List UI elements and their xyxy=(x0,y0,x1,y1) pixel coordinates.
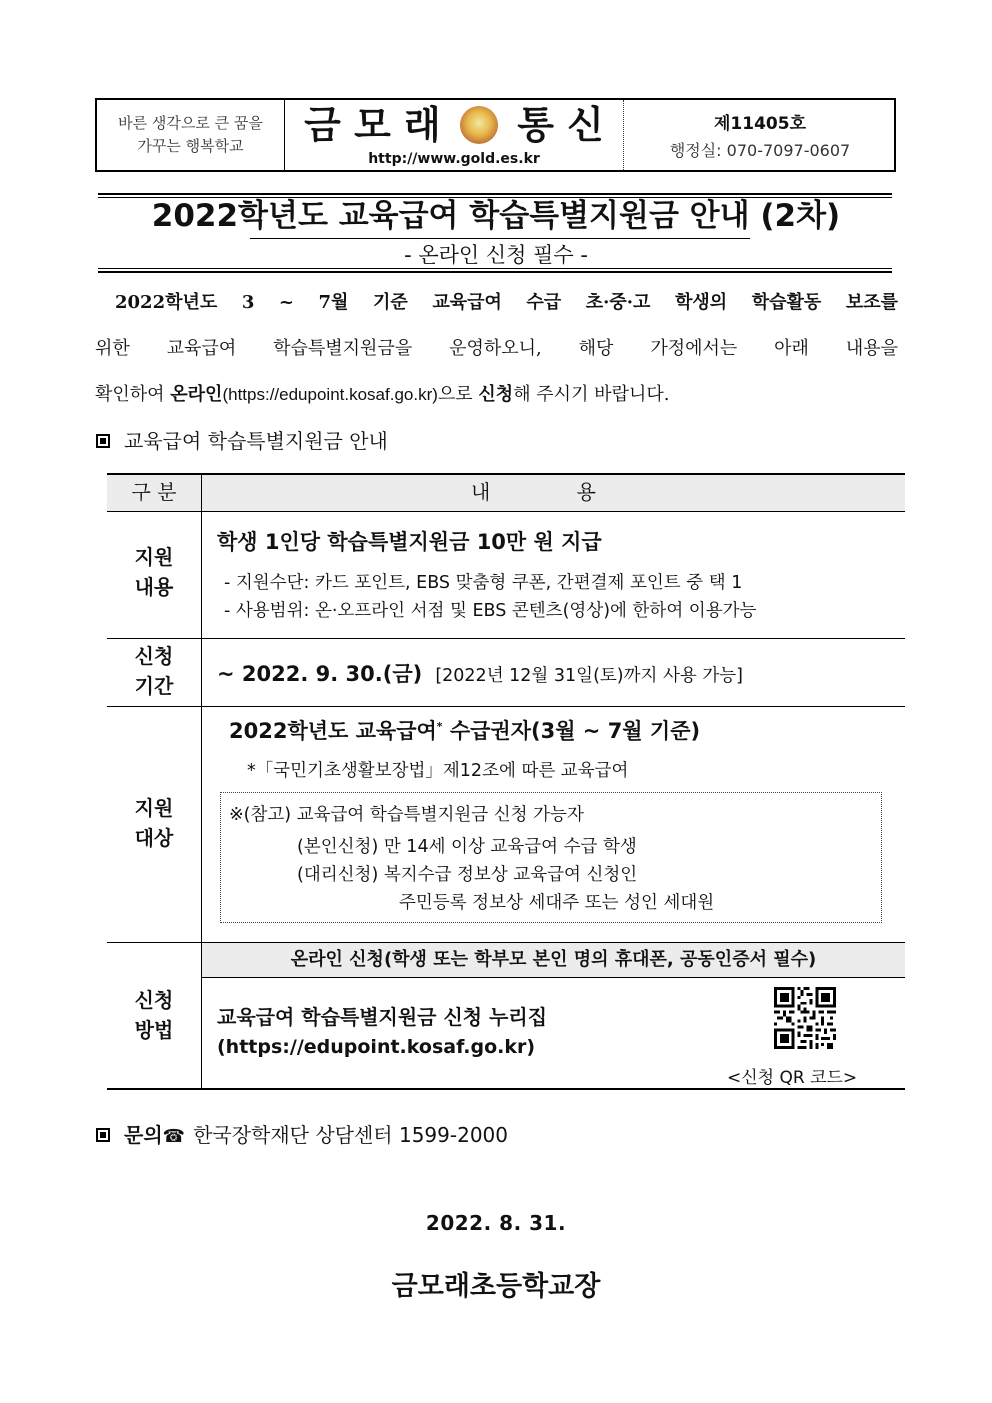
contact-line xyxy=(96,1120,508,1152)
document-subtitle: - 온라인 신청 필수 - xyxy=(404,243,588,267)
row-label-method: 신청 방법 xyxy=(134,988,174,1042)
school-motto xyxy=(97,100,285,170)
signature: 금모래초등학교장 xyxy=(391,1271,601,1302)
section-heading-text: 교육급여 학습특별지원금 안내 xyxy=(124,429,388,453)
newsletter-masthead xyxy=(285,100,623,170)
square-bullet-icon xyxy=(96,434,110,448)
row-divider xyxy=(107,511,905,512)
title-rule-top xyxy=(98,193,892,195)
reference-title: ※(참고) 교육급여 학습특별지원금 신청 가능자 xyxy=(229,805,584,825)
row-label-support: 지원 내용 xyxy=(134,545,174,599)
intro-paragraph xyxy=(95,280,898,418)
document-title: 2022학년도 교육급여 학습특별지원금 안내 (2차) xyxy=(151,198,841,234)
row-divider xyxy=(107,706,905,707)
reference-proxy: (대리신청) 복지수급 정보상 교육급여 신청인 xyxy=(297,865,638,885)
reference-self: (본인신청) 만 14세 이상 교육급여 수급 학생 xyxy=(297,837,637,857)
section-heading xyxy=(96,428,388,454)
online-application-note: 온라인 신청(학생 또는 학부모 본인 명의 휴대폰, 공동인증서 필수) xyxy=(202,943,905,977)
row-divider xyxy=(107,638,905,639)
square-bullet-icon xyxy=(96,1128,110,1142)
issue-number: 제11405호 xyxy=(714,114,806,134)
column-divider xyxy=(201,475,202,1088)
support-headline: 학생 1인당 학습특별지원금 10만 원 지급 xyxy=(217,530,602,554)
issue-info xyxy=(623,100,896,170)
qr-caption: <신청 QR 코드> xyxy=(727,1068,858,1088)
row-label-period: 신청 기간 xyxy=(134,644,174,698)
school-logo-icon xyxy=(460,106,498,144)
support-item-1: - 지원수단: 카드 포인트, EBS 맞춤형 쿠폰, 간편결제 포인트 중 택 1 xyxy=(224,573,743,593)
title-rule-mid xyxy=(250,238,750,239)
period-deadline: ~ 2022. 9. 30.(금) xyxy=(217,662,423,686)
intro-url[interactable]: (https://edupoint.kosaf.go.kr) xyxy=(222,385,438,404)
target-headline: 2022학년도 교육급여* 수급권자(3월 ~ 7월 기준) xyxy=(229,719,701,743)
reference-proxy-2: 주민등록 정보상 세대주 또는 성인 세대원 xyxy=(399,893,715,913)
period-value xyxy=(217,658,743,688)
application-site-name: 교육급여 학습특별지원금 신청 누리집 xyxy=(217,1005,548,1029)
motto-line-1: 바른 생각으로 큰 꿈을 xyxy=(118,114,263,132)
application-site-url[interactable]: (https://edupoint.kosaf.go.kr) xyxy=(217,1036,536,1058)
intro-line-3: 확인하여 온라인(https://edupoint.kosaf.go.kr)으로 신청해 주시기 바랍니다. xyxy=(95,384,670,405)
support-item-2: - 사용범위: 온·오프라인 서점 및 EBS 콘텐츠(영상)에 한하여 이용가능 xyxy=(224,601,757,621)
contact-text: 한국장학재단 상담센터 1599-2000 xyxy=(193,1123,508,1147)
newsletter-title-right: 통 신 xyxy=(517,103,604,147)
school-url[interactable]: http://www.gold.es.kr xyxy=(368,151,540,167)
subtitle-rule-thin xyxy=(98,268,892,269)
phone-icon: ☎ xyxy=(162,1126,186,1147)
row-divider xyxy=(202,977,905,978)
intro-line-2: 위한 교육급여 학습특별지원금을 운영하오니, 해당 가정에서는 아래 내용을 xyxy=(95,338,898,359)
period-note: [2022년 12월 31일(토)까지 사용 가능] xyxy=(435,666,744,686)
qr-code-icon[interactable] xyxy=(774,987,836,1049)
newsletter-title xyxy=(285,104,623,150)
reference-box xyxy=(220,792,882,923)
intro-line-1: 2022학년도 3 ~ 7월 기준 교육급여 수급 초·중·고 학생의 학습활동 보조를 xyxy=(115,292,898,313)
col-header-content: 내 용 xyxy=(471,480,636,504)
row-label-target: 지원 대상 xyxy=(134,796,174,850)
subtitle-rule-bottom xyxy=(98,271,892,273)
contact-label: 문의 xyxy=(124,1123,163,1147)
info-table xyxy=(107,473,905,1090)
newsletter-title-left: 금 모 래 xyxy=(304,103,441,147)
office-phone: 행정실: 070-7097-0607 xyxy=(669,141,851,160)
target-footnote: *「국민기초생활보장법」제12조에 따른 교육급여 xyxy=(247,761,629,781)
motto-line-2: 가꾸는 행복학교 xyxy=(137,137,244,155)
col-header-category: 구 분 xyxy=(131,480,177,504)
document-date: 2022. 8. 31. xyxy=(425,1211,567,1235)
newsletter-header xyxy=(95,98,896,172)
